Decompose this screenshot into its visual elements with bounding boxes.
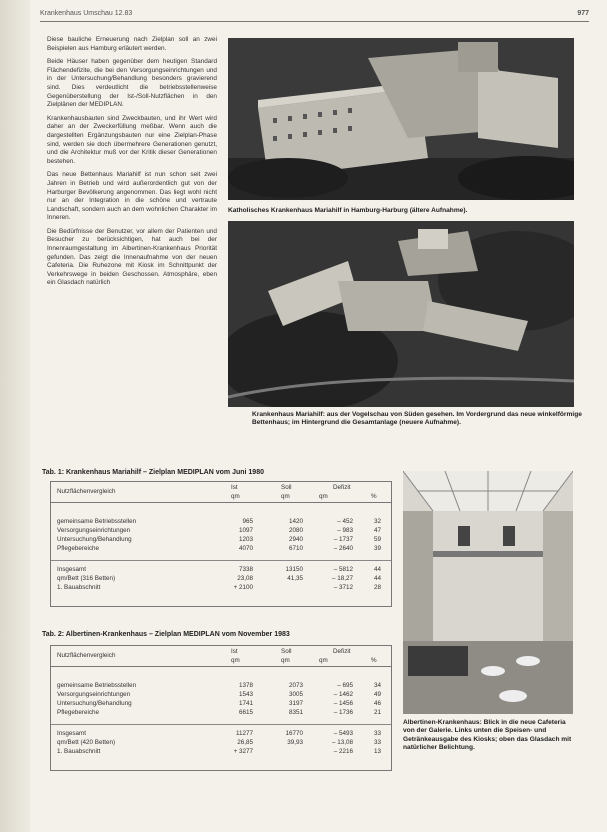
column-unit: qm — [231, 657, 240, 664]
cell-value: 1741 — [238, 700, 253, 707]
photo-caption: Krankenhaus Mariahilf: aus der Vogelschau von Süden gesehen. Im Vordergrund das neue winkelförmige Bettenhaus; im Hintergrund die Gesamtanlage (neuere Aufnahme). — [252, 411, 582, 427]
cell-value: 1420 — [288, 518, 303, 525]
cell-value: 13 — [373, 748, 381, 755]
row-label: Pflegebereiche — [57, 709, 100, 716]
table-title: Tab. 2: Albertinen-Krankenhaus – Zielplan MEDIPLAN vom November 1983 — [42, 631, 290, 638]
column-unit: qm — [319, 493, 328, 500]
row-label: qm/Bett (420 Betten) — [57, 739, 116, 746]
body-paragraph: Das neue Bettenhaus Mariahilf ist nun schon seit zwei Jahren in Betrieb und wird außerordentlich gut von der Harburger Bevölkerung angenommen. Das liegt wohl nicht nur an der Integration in die schöne und vertraute Landschaft, sondern auch an dem wohnlichen Charakter im Inneren. — [47, 171, 217, 222]
table-header — [51, 646, 391, 667]
photo-caption: Katholisches Krankenhaus Mariahilf in Hamburg-Harburg (ältere Aufnahme). — [228, 207, 468, 214]
cell-value: 26,85 — [237, 739, 253, 746]
cell-value: 1543 — [238, 691, 253, 698]
row-label: gemeinsame Betriebsstellen — [57, 518, 137, 525]
cell-value: 46 — [373, 700, 381, 707]
cell-value: 39,93 — [287, 739, 303, 746]
cell-value: – 1456 — [333, 700, 353, 707]
cell-value: + 3277 — [233, 748, 253, 755]
column-label: Soll — [281, 484, 292, 491]
cell-value: 2080 — [288, 527, 303, 534]
column-unit: qm — [281, 657, 290, 664]
cell-value: 39 — [373, 545, 381, 552]
row-label: Insgesamt — [57, 730, 87, 737]
column-label: Soll — [281, 648, 292, 655]
cell-value: + 2100 — [233, 584, 253, 591]
cell-value: – 18,27 — [331, 575, 353, 582]
column-label: Defizit — [333, 484, 351, 491]
row-label: Untersuchung/Behandlung — [57, 536, 132, 543]
table-row — [51, 566, 391, 575]
table-row — [51, 527, 391, 536]
table-col-header: Nutzflächenvergleich — [57, 488, 116, 495]
table-divider — [51, 724, 391, 725]
cell-value: 7338 — [238, 566, 253, 573]
cell-value: 23,08 — [237, 575, 253, 582]
column-label: Ist — [231, 648, 238, 655]
table-col-header: Nutzflächenvergleich — [57, 652, 116, 659]
row-label: 1. Bauabschnitt — [57, 584, 101, 591]
cell-value: 33 — [373, 730, 381, 737]
cell-value: – 1462 — [333, 691, 353, 698]
column-unit: qm — [281, 493, 290, 500]
table-row — [51, 691, 391, 700]
body-paragraph: Beide Häuser haben gegenüber dem heutigen Standard Flächendefizite, die bei den Versorgungseinrichtungen und in der Untersuchung/Behandlung besonders gravierend sind. Dies verdeutlicht die betriebsstellenweise Gegenüberstellung der Ist-/Soll-Nutzflächen in den Zielplänen der MEDIPLAN. — [47, 58, 217, 109]
photo-hospital-building — [228, 38, 574, 200]
cell-value: 1378 — [238, 682, 253, 689]
cell-value: 965 — [242, 518, 253, 525]
row-label: Insgesamt — [57, 566, 87, 573]
body-paragraph: Krankenhausbauten sind Zweckbauten, und ihr Wert wird daher an der Zweckerfüllung meßbar. Wenn auch die dargestellten Ergänzungsbauten nur eine Zielplan-Phase sind, werden sie doch übermehrere Generationen genutzt, und die Architektur muß vor der Kritik dieser Generationen bestehen. — [47, 114, 217, 165]
cell-value: 3005 — [288, 691, 303, 698]
cell-value: 6615 — [238, 709, 253, 716]
cell-value: 4070 — [238, 545, 253, 552]
page-header — [40, 8, 589, 22]
table-row — [51, 682, 391, 691]
cell-value: 32 — [373, 518, 381, 525]
table-row — [51, 739, 391, 748]
table-row — [51, 536, 391, 545]
cell-value: – 452 — [337, 518, 353, 525]
data-table-2 — [50, 645, 392, 771]
row-label: gemeinsame Betriebsstellen — [57, 682, 137, 689]
header-rule — [40, 21, 589, 22]
cell-value: 1097 — [238, 527, 253, 534]
table-divider — [51, 560, 391, 561]
column-unit: % — [371, 657, 377, 664]
cell-value: 33 — [373, 739, 381, 746]
row-label: qm/Bett (316 Betten) — [57, 575, 116, 582]
table-title: Tab. 1: Krankenhaus Mariahilf – Zielplan MEDIPLAN vom Juni 1980 — [42, 469, 264, 476]
running-title: Krankenhaus Umschau 12.83 — [40, 10, 133, 17]
row-label: Pflegebereiche — [57, 545, 100, 552]
cell-value: 44 — [373, 575, 381, 582]
cell-value: – 983 — [337, 527, 353, 534]
cell-value: 28 — [373, 584, 381, 591]
table-row — [51, 748, 391, 757]
cell-value: – 2216 — [333, 748, 353, 755]
cell-value: – 2640 — [333, 545, 353, 552]
table-header — [51, 482, 391, 503]
photo-cafeteria — [403, 471, 573, 714]
cell-value: 44 — [373, 566, 381, 573]
cell-value: – 5812 — [333, 566, 353, 573]
cell-value: 21 — [373, 709, 381, 716]
row-label: Untersuchung/Behandlung — [57, 700, 132, 707]
body-paragraph: Diese bauliche Erneuerung nach Zielplan soll an zwei Beispielen aus Hamburg erläutert werden. — [47, 36, 217, 52]
cell-value: 16770 — [285, 730, 303, 737]
binding-margin — [0, 0, 30, 832]
cell-value: 1203 — [238, 536, 253, 543]
data-table-1 — [50, 481, 392, 607]
column-unit: qm — [231, 493, 240, 500]
table-row — [51, 575, 391, 584]
cell-value: – 1736 — [333, 709, 353, 716]
cell-value: 49 — [373, 691, 381, 698]
cell-value: 8351 — [288, 709, 303, 716]
cell-value: – 13,08 — [331, 739, 353, 746]
cell-value: – 3712 — [333, 584, 353, 591]
cell-value: 2073 — [288, 682, 303, 689]
photo-aerial-view — [228, 221, 574, 407]
cell-value: 2940 — [288, 536, 303, 543]
photo-caption: Albertinen-Krankenhaus: Blick in die neue Cafeteria von der Galerie. Links unten die Speisen- und Getränkeausgabe des Kiosks; oben das Glasdach mit natürlicher Belichtung. — [403, 719, 572, 752]
cell-value: 3197 — [288, 700, 303, 707]
table-row — [51, 709, 391, 718]
cell-value: – 695 — [337, 682, 353, 689]
table-row — [51, 730, 391, 739]
row-label: Versorgungseinrichtungen — [57, 691, 131, 698]
cell-value: – 5493 — [333, 730, 353, 737]
column-unit: qm — [319, 657, 328, 664]
cell-value: 13150 — [285, 566, 303, 573]
body-text-column — [47, 36, 217, 293]
cell-value: 47 — [373, 527, 381, 534]
column-label: Ist — [231, 484, 238, 491]
table-row — [51, 584, 391, 593]
cell-value: 59 — [373, 536, 381, 543]
cell-value: 34 — [373, 682, 381, 689]
table-row — [51, 518, 391, 527]
body-paragraph: Die Bedürfnisse der Benutzer, vor allem der Patienten und Besucher zu berücksichtigen, hat auch bei der Innenraumgestaltung im Albertinen-Krankenhaus Priorität gefunden. Das zeigt die Innenaufnahme von der neuen Cafeteria. Die Ruhezone mit Kiosk im Schnittpunkt der Verkehrswege in beiden Geschossen. Atmosphäre, eben ein Glasdach natürlich — [47, 227, 217, 287]
cell-value: 41,35 — [287, 575, 303, 582]
table-row — [51, 545, 391, 554]
row-label: 1. Bauabschnitt — [57, 748, 101, 755]
cell-value: 6710 — [288, 545, 303, 552]
cell-value: 11277 — [235, 730, 253, 737]
table-row — [51, 700, 391, 709]
column-unit: % — [371, 493, 377, 500]
row-label: Versorgungseinrichtungen — [57, 527, 131, 534]
column-label: Defizit — [333, 648, 351, 655]
cell-value: – 1737 — [333, 536, 353, 543]
page-number: 977 — [577, 10, 589, 17]
